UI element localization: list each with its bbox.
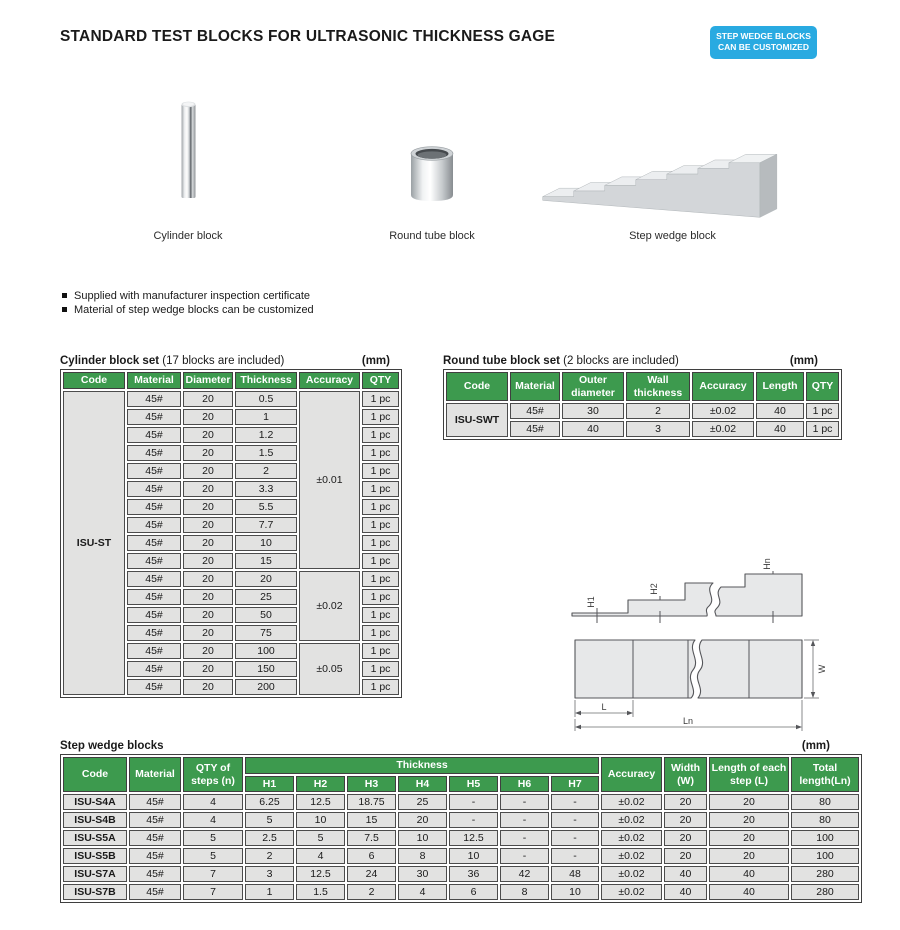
step-wedge-block-label: Step wedge block [629,230,716,242]
table-row [63,391,399,407]
cell-material: 45# [127,535,181,551]
cell-material: 45# [127,679,181,695]
cell-diameter: 20 [183,643,233,659]
customization-badge [710,26,817,59]
cell-accuracy: ±0.02 [601,848,662,864]
header-row [63,372,399,389]
cell-h5: 12.5 [449,830,498,846]
cylinder-block-label: Cylinder block [153,230,223,242]
cell-step-length: 20 [709,848,789,864]
col-header-wall-thickness: Wall thickness [626,372,690,401]
cell-qty: 1 pc [362,679,399,695]
page-title: STANDARD TEST BLOCKS FOR ULTRASONIC THICKNESS GAGE [60,28,556,45]
cell-h5: 6 [449,884,498,900]
cylinder-table [60,369,402,698]
cell-code: ISU-S7B [63,884,127,900]
cell-h6: 8 [500,884,549,900]
cell-h3: 24 [347,866,396,882]
cell-h2: 1.5 [296,884,345,900]
cell-thickness: 200 [235,679,297,695]
cell-thickness: 7.7 [235,517,297,533]
cell-material: 45# [127,481,181,497]
cell-h4: 20 [398,812,447,828]
cell-material: 45# [127,463,181,479]
cell-total-length: 100 [791,848,859,864]
col-header-qty: QTY [806,372,839,401]
cell-h7: - [551,830,599,846]
col-header-steps: QTY of steps (n) [183,757,243,792]
cell-h1: 2.5 [245,830,294,846]
cell-material: 45# [127,445,181,461]
cell-thickness: 2 [235,463,297,479]
cell-thickness: 3.3 [235,481,297,497]
cell-qty: 1 pc [362,445,399,461]
col-header-material: Material [510,372,560,401]
cell-h6: - [500,830,549,846]
step-wedge-diagram [545,540,835,735]
cell-qty: 1 pc [362,607,399,623]
header-row [446,372,839,401]
col-header-outer-diameter: Outer diameter [562,372,624,401]
cell-wall-thickness: 2 [626,403,690,419]
badge-line-1: STEP WEDGE BLOCKS [716,31,811,41]
cylinder-block-image [181,101,196,201]
cell-material: 45# [127,571,181,587]
tube-table-title: Round tube block set [443,355,560,367]
cell-code: ISU-S4A [63,794,127,810]
header-row [63,757,859,774]
cell-h6: - [500,812,549,828]
cell-h1: 2 [245,848,294,864]
col-header-diameter: Diameter [183,372,233,389]
cylinder-section-title [60,355,390,367]
col-header-total-length: Total length(Ln) [791,757,859,792]
wedge-unit-label: (mm) [801,740,830,752]
cell-steps: 7 [183,884,243,900]
cell-thickness: 20 [235,571,297,587]
cell-wall-thickness: 3 [626,421,690,437]
cell-h7: - [551,848,599,864]
col-header-h5: H5 [449,776,498,793]
cell-material: 45# [129,866,181,882]
cell-h4: 30 [398,866,447,882]
cell-material: 45# [127,607,181,623]
cell-h1: 5 [245,812,294,828]
cell-width: 40 [664,866,707,882]
table-row [446,403,839,419]
cell-accuracy: ±0.02 [692,421,754,437]
round-tube-block-image [409,144,455,203]
feature-bullets [62,289,314,317]
cell-material: 45# [129,794,181,810]
cell-material: 45# [129,848,181,864]
cell-material: 45# [510,403,560,419]
cell-accuracy: ±0.01 [299,391,360,569]
cell-thickness: 0.5 [235,391,297,407]
cell-material: 45# [127,391,181,407]
cell-step-length: 40 [709,884,789,900]
cell-step-length: 40 [709,866,789,882]
cell-material: 45# [127,553,181,569]
col-header-accuracy: Accuracy [692,372,754,401]
cell-diameter: 20 [183,625,233,641]
cell-h2: 10 [296,812,345,828]
cell-material: 45# [127,643,181,659]
col-header-qty: QTY [362,372,399,389]
cell-diameter: 20 [183,661,233,677]
bullet-item [62,303,314,317]
cell-code: ISU-S5A [63,830,127,846]
cell-material: 45# [127,427,181,443]
cell-qty: 1 pc [362,625,399,641]
table-row [63,830,859,846]
cell-qty: 1 pc [362,553,399,569]
cell-qty: 1 pc [362,535,399,551]
tube-section-title [443,355,818,367]
cell-h4: 4 [398,884,447,900]
col-header-width: Width (W) [664,757,707,792]
cell-qty: 1 pc [362,661,399,677]
wedge-table-body [63,794,859,900]
cell-thickness: 1.2 [235,427,297,443]
cell-material: 45# [127,589,181,605]
cell-total-length: 80 [791,794,859,810]
round-tube-set-section [443,355,834,440]
cell-h3: 7.5 [347,830,396,846]
cell-h3: 6 [347,848,396,864]
cell-length: 40 [756,403,804,419]
cell-h1: 1 [245,884,294,900]
cell-h2: 4 [296,848,345,864]
col-header-material: Material [127,372,181,389]
wedge-table-title: Step wedge blocks [60,740,164,752]
cell-qty: 1 pc [362,643,399,659]
cell-step-length: 20 [709,794,789,810]
cell-material: 45# [510,421,560,437]
cell-accuracy: ±0.02 [601,830,662,846]
col-header-h1: H1 [245,776,294,793]
cell-qty: 1 pc [362,481,399,497]
cell-diameter: 20 [183,553,233,569]
cell-accuracy: ±0.02 [601,866,662,882]
cell-total-length: 280 [791,884,859,900]
cell-h6: - [500,848,549,864]
cell-diameter: 20 [183,535,233,551]
cell-qty: 1 pc [362,517,399,533]
col-header-code: Code [63,372,125,389]
cell-h4: 25 [398,794,447,810]
cell-diameter: 20 [183,427,233,443]
dim-label-l: L [601,702,607,712]
cell-thickness: 150 [235,661,297,677]
cell-h7: 10 [551,884,599,900]
table-row [63,884,859,900]
col-header-h3: H3 [347,776,396,793]
cell-outer-diameter: 30 [562,403,624,419]
cell-step-length: 20 [709,812,789,828]
dim-label-h2: H2 [649,583,659,595]
cell-h3: 2 [347,884,396,900]
cell-accuracy: ±0.05 [299,643,360,695]
square-bullet-icon [62,293,67,298]
cell-steps: 4 [183,812,243,828]
col-header-accuracy: Accuracy [299,372,360,389]
cell-thickness: 75 [235,625,297,641]
cell-h6: 42 [500,866,549,882]
cell-code: ISU-S5B [63,848,127,864]
cell-h2: 12.5 [296,866,345,882]
col-header-h4: H4 [398,776,447,793]
cell-diameter: 20 [183,391,233,407]
cell-h5: 36 [449,866,498,882]
cell-qty: 1 pc [806,421,839,437]
cell-total-length: 280 [791,866,859,882]
cell-diameter: 20 [183,607,233,623]
table-row [63,866,859,882]
cell-width: 20 [664,848,707,864]
cell-code: ISU-SWT [446,403,508,437]
cell-diameter: 20 [183,409,233,425]
cell-material: 45# [127,661,181,677]
cell-h4: 10 [398,830,447,846]
badge-line-2: CAN BE CUSTOMIZED [718,42,809,53]
col-header-h6: H6 [500,776,549,793]
col-header-h7: H7 [551,776,599,793]
cell-qty: 1 pc [362,589,399,605]
cylinder-table-subtitle: (17 blocks are included) [162,355,285,367]
cell-accuracy: ±0.02 [601,794,662,810]
cell-qty: 1 pc [362,427,399,443]
cell-thickness: 15 [235,553,297,569]
cell-h1: 3 [245,866,294,882]
round-tube-block-label: Round tube block [389,230,475,242]
dim-label-ln: Ln [682,716,694,726]
bullet-item [62,289,314,303]
cell-width: 20 [664,812,707,828]
cell-steps: 7 [183,866,243,882]
cylinder-unit-label: (mm) [361,355,390,367]
cylinder-block-set-section [60,355,390,698]
cell-accuracy: ±0.02 [299,571,360,641]
cell-h5: - [449,812,498,828]
cell-material: 45# [129,884,181,900]
cell-material: 45# [127,625,181,641]
cell-code: ISU-ST [63,391,125,695]
cell-qty: 1 pc [362,391,399,407]
cell-code: ISU-S4B [63,812,127,828]
cell-h4: 8 [398,848,447,864]
cylinder-table-body [63,391,399,695]
cell-thickness: 1.5 [235,445,297,461]
bullet-text: Material of step wedge blocks can be customized [74,304,314,316]
cell-thickness: 50 [235,607,297,623]
cell-width: 40 [664,884,707,900]
cell-h3: 15 [347,812,396,828]
cell-h1: 6.25 [245,794,294,810]
cell-qty: 1 pc [362,571,399,587]
cell-diameter: 20 [183,517,233,533]
square-bullet-icon [62,307,67,312]
col-header-thickness: Thickness [235,372,297,389]
cell-qty: 1 pc [362,409,399,425]
cell-material: 45# [129,812,181,828]
cell-material: 45# [127,517,181,533]
col-header-code: Code [63,757,127,792]
col-header-length: Length [756,372,804,401]
cell-width: 20 [664,794,707,810]
bullet-text: Supplied with manufacturer inspection certificate [74,290,311,302]
dim-label-w: W [817,664,827,674]
cell-material: 45# [127,499,181,515]
cell-outer-diameter: 40 [562,421,624,437]
round-tube-table [443,369,842,440]
cell-h2: 12.5 [296,794,345,810]
cell-diameter: 20 [183,481,233,497]
cell-material: 45# [129,830,181,846]
cell-h6: - [500,794,549,810]
cell-steps: 5 [183,830,243,846]
col-header-thickness: Thickness [245,757,599,774]
cell-qty: 1 pc [806,403,839,419]
tube-unit-label: (mm) [789,355,818,367]
tube-table-body [446,403,839,437]
cell-accuracy: ±0.02 [601,884,662,900]
step-wedge-block-image [538,143,806,223]
cell-thickness: 25 [235,589,297,605]
cell-total-length: 80 [791,812,859,828]
cell-accuracy: ±0.02 [692,403,754,419]
cell-diameter: 20 [183,445,233,461]
cell-thickness: 100 [235,643,297,659]
cell-h5: - [449,794,498,810]
cell-qty: 1 pc [362,463,399,479]
table-row [63,794,859,810]
dim-label-hn: Hn [762,558,772,570]
tube-table-subtitle: (2 blocks are included) [563,355,679,367]
col-header-code: Code [446,372,508,401]
cell-h2: 5 [296,830,345,846]
cell-step-length: 20 [709,830,789,846]
cell-h7: 48 [551,866,599,882]
cell-qty: 1 pc [362,499,399,515]
cell-accuracy: ±0.02 [601,812,662,828]
col-header-material: Material [129,757,181,792]
cell-thickness: 1 [235,409,297,425]
col-header-h2: H2 [296,776,345,793]
cell-thickness: 5.5 [235,499,297,515]
cell-diameter: 20 [183,679,233,695]
cell-width: 20 [664,830,707,846]
table-row [63,812,859,828]
cell-steps: 4 [183,794,243,810]
step-wedge-section [60,740,851,903]
cylinder-table-title: Cylinder block set [60,355,160,367]
cell-diameter: 20 [183,589,233,605]
cell-steps: 5 [183,848,243,864]
dim-label-h1: H1 [586,596,596,608]
table-row [63,848,859,864]
cell-diameter: 20 [183,463,233,479]
cell-code: ISU-S7A [63,866,127,882]
cell-length: 40 [756,421,804,437]
col-header-step-length: Length of each step (L) [709,757,789,792]
cell-h5: 10 [449,848,498,864]
cell-material: 45# [127,409,181,425]
wedge-section-title [60,740,830,752]
cell-h7: - [551,794,599,810]
step-wedge-table [60,754,862,903]
col-header-accuracy: Accuracy [601,757,662,792]
cell-diameter: 20 [183,499,233,515]
cell-h7: - [551,812,599,828]
cell-h3: 18.75 [347,794,396,810]
cell-total-length: 100 [791,830,859,846]
cell-thickness: 10 [235,535,297,551]
cell-diameter: 20 [183,571,233,587]
